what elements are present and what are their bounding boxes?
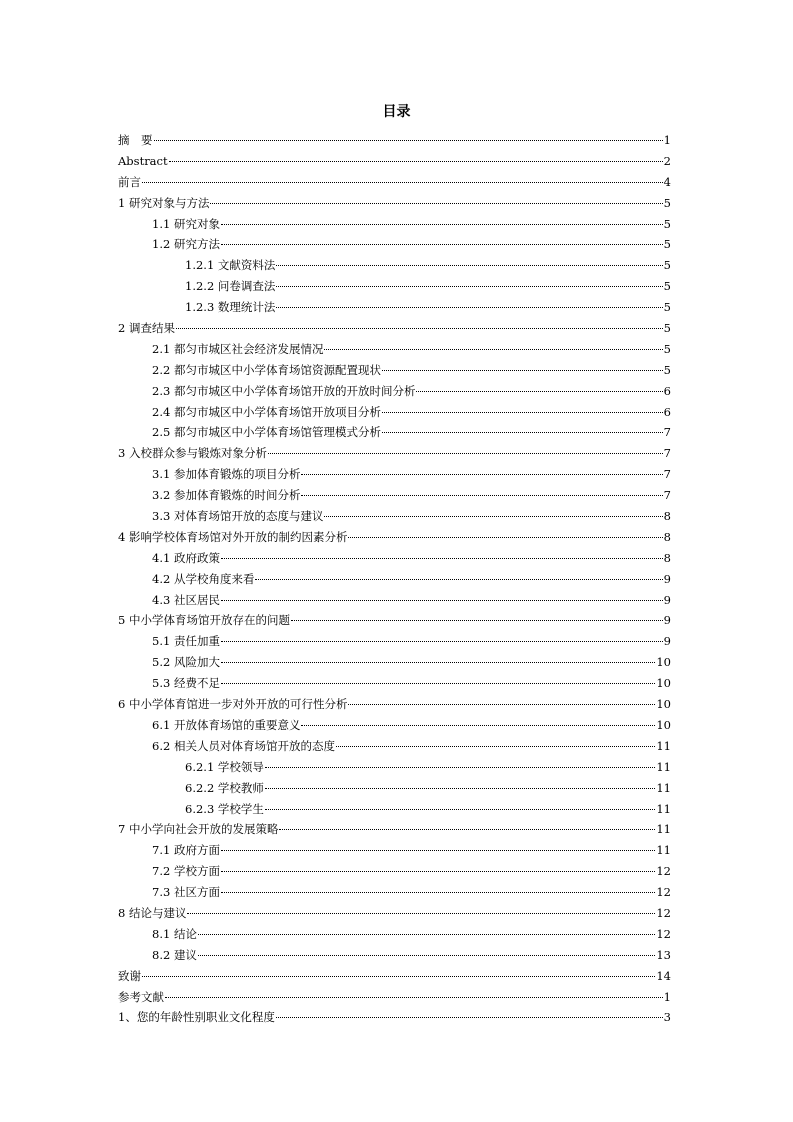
dot-leader xyxy=(255,579,662,580)
dot-leader xyxy=(265,767,655,768)
dot-leader xyxy=(291,620,663,621)
toc-entry-title: 1.2 研究方法 xyxy=(152,237,220,252)
toc-entry[interactable] xyxy=(118,945,671,966)
dot-leader xyxy=(276,286,662,287)
toc-entry[interactable] xyxy=(118,757,671,778)
toc-entry-title: 致谢 xyxy=(118,968,141,983)
toc-entry-page-number: 10 xyxy=(656,717,671,732)
dot-leader xyxy=(221,892,655,893)
toc-title: 目录 xyxy=(382,104,411,120)
toc-entry-title: 8 结论与建议 xyxy=(118,905,187,920)
toc-entry[interactable] xyxy=(118,966,671,987)
toc-entry[interactable] xyxy=(118,172,671,193)
toc-entry[interactable] xyxy=(118,527,671,548)
toc-entry-page-number: 8 xyxy=(663,529,671,544)
toc-entry-title: 参考文献 xyxy=(118,989,164,1004)
dot-leader xyxy=(382,432,663,433)
toc-entry-title: 1 研究对象与方法 xyxy=(118,195,210,210)
toc-entry-title: 1.1 研究对象 xyxy=(152,216,220,231)
dot-leader xyxy=(276,1017,663,1018)
toc-entry-title: 1、您的年龄性别职业文化程度 xyxy=(118,1010,275,1025)
dot-leader xyxy=(382,412,663,413)
toc-entry[interactable] xyxy=(118,715,671,736)
dot-leader xyxy=(301,474,662,475)
toc-entry-page-number: 5 xyxy=(663,341,671,356)
toc-entry-title: 5 中小学体育场馆开放存在的问题 xyxy=(118,613,290,628)
toc-entry-page-number: 5 xyxy=(663,195,671,210)
toc-entry[interactable] xyxy=(118,214,671,235)
toc-entry-title: 2.4 都匀市城区中小学体育场馆开放项目分析 xyxy=(152,404,381,419)
dot-leader xyxy=(221,641,663,642)
dot-leader xyxy=(221,600,663,601)
toc-entry[interactable] xyxy=(118,422,671,443)
toc-entry[interactable] xyxy=(118,987,671,1008)
toc-entry-page-number: 10 xyxy=(656,676,671,691)
toc-entry-page-number: 3 xyxy=(663,1010,671,1025)
toc-entry-title: 3 入校群众参与锻炼对象分析 xyxy=(118,446,267,461)
toc-entry-page-number: 9 xyxy=(663,571,671,586)
toc-entry-title: 4.1 政府政策 xyxy=(152,550,220,565)
dot-leader xyxy=(336,746,655,747)
dot-leader xyxy=(165,997,663,998)
toc-entry[interactable] xyxy=(118,360,671,381)
toc-entry-page-number: 7 xyxy=(663,467,671,482)
toc-entry-page-number: 11 xyxy=(656,759,671,774)
dot-leader xyxy=(382,370,663,371)
dot-leader xyxy=(221,224,663,225)
toc-entry-title: 3.3 对体育场馆开放的态度与建议 xyxy=(152,509,324,524)
toc-entry-page-number: 12 xyxy=(656,926,671,941)
toc-entry-title: 1.2.3 数理统计法 xyxy=(185,300,276,315)
toc-entry-title: 3.2 参加体育锻炼的时间分析 xyxy=(152,488,301,503)
toc-entry[interactable] xyxy=(118,443,671,464)
toc-entry-page-number: 5 xyxy=(663,237,671,252)
toc-entry-page-number: 14 xyxy=(656,968,671,983)
toc-entry[interactable] xyxy=(118,694,671,715)
toc-entry-title: 2.1 都匀市城区社会经济发展情况 xyxy=(152,341,324,356)
dot-leader xyxy=(301,495,662,496)
toc-entry-page-number: 6 xyxy=(663,404,671,419)
toc-entry-title: 4.3 社区居民 xyxy=(152,592,220,607)
toc-entry-title: 6.2.2 学校教师 xyxy=(185,780,264,795)
dot-leader xyxy=(221,850,655,851)
toc-entry[interactable] xyxy=(118,506,671,527)
dot-leader xyxy=(221,244,663,245)
dot-leader xyxy=(265,809,655,810)
toc-entry-title: 6.1 开放体育场馆的重要意义 xyxy=(152,717,301,732)
toc-entry[interactable] xyxy=(118,548,671,569)
toc-entry-page-number: 7 xyxy=(663,446,671,461)
toc-entry-page-number: 11 xyxy=(656,843,671,858)
toc-entry-title: 5.3 经费不足 xyxy=(152,676,220,691)
toc-entry[interactable] xyxy=(118,861,671,882)
toc-entry-page-number: 9 xyxy=(663,634,671,649)
dot-leader xyxy=(221,683,655,684)
toc-entry-page-number: 5 xyxy=(663,258,671,273)
toc-entry[interactable] xyxy=(118,736,671,757)
toc-entry-page-number: 5 xyxy=(663,279,671,294)
toc-entry[interactable] xyxy=(118,778,671,799)
table-of-contents xyxy=(118,130,671,1028)
toc-entry-title: 8.2 建议 xyxy=(152,947,197,962)
dot-leader xyxy=(221,871,655,872)
dot-leader xyxy=(169,161,663,162)
toc-entry-title: 6.2 相关人员对体育场馆开放的态度 xyxy=(152,738,335,753)
dot-leader xyxy=(276,265,662,266)
toc-entry-title: 1.2.2 问卷调查法 xyxy=(185,279,276,294)
toc-entry-page-number: 11 xyxy=(656,738,671,753)
toc-entry-title: 2.2 都匀市城区中小学体育场馆资源配置现状 xyxy=(152,362,381,377)
toc-entry-page-number: 1 xyxy=(663,989,671,1004)
dot-leader xyxy=(154,140,663,141)
toc-entry[interactable] xyxy=(118,631,671,652)
dot-leader xyxy=(176,328,663,329)
dot-leader xyxy=(416,391,662,392)
dot-leader xyxy=(276,307,662,308)
toc-entry[interactable] xyxy=(118,819,671,840)
toc-entry-page-number: 5 xyxy=(663,321,671,336)
dot-leader xyxy=(268,453,663,454)
dot-leader xyxy=(348,537,662,538)
toc-entry[interactable] xyxy=(118,590,671,611)
toc-entry[interactable] xyxy=(118,339,671,360)
toc-entry[interactable] xyxy=(118,297,671,318)
dot-leader xyxy=(324,516,662,517)
toc-entry-page-number: 6 xyxy=(663,383,671,398)
toc-entry-title: 2.5 都匀市城区中小学体育场馆管理模式分析 xyxy=(152,425,381,440)
toc-entry-title: 5.2 风险加大 xyxy=(152,655,220,670)
toc-entry-page-number: 12 xyxy=(656,905,671,920)
toc-entry-page-number: 7 xyxy=(663,488,671,503)
dot-leader xyxy=(324,349,662,350)
toc-entry-page-number: 5 xyxy=(663,362,671,377)
toc-entry-title: 6.2.1 学校领导 xyxy=(185,759,264,774)
dot-leader xyxy=(187,913,655,914)
dot-leader xyxy=(301,725,655,726)
toc-entry-page-number: 12 xyxy=(656,885,671,900)
toc-entry-page-number: 8 xyxy=(663,509,671,524)
toc-entry-page-number: 7 xyxy=(663,425,671,440)
toc-entry-title: 7.3 社区方面 xyxy=(152,885,220,900)
toc-entry-page-number: 8 xyxy=(663,550,671,565)
toc-entry-page-number: 11 xyxy=(656,780,671,795)
dot-leader xyxy=(221,662,655,663)
toc-entry[interactable] xyxy=(118,882,671,903)
toc-entry[interactable] xyxy=(118,799,671,820)
toc-entry-page-number: 10 xyxy=(656,697,671,712)
toc-entry[interactable] xyxy=(118,276,671,297)
toc-entry[interactable] xyxy=(118,381,671,402)
toc-entry[interactable] xyxy=(118,485,671,506)
toc-entry[interactable] xyxy=(118,130,671,151)
toc-entry[interactable] xyxy=(118,255,671,276)
toc-entry-title: 3.1 参加体育锻炼的项目分析 xyxy=(152,467,301,482)
toc-entry-title: Abstract xyxy=(118,153,168,168)
toc-entry-page-number: 5 xyxy=(663,300,671,315)
toc-entry-page-number: 2 xyxy=(663,153,671,168)
toc-entry-page-number: 12 xyxy=(656,864,671,879)
toc-entry-title: 6.2.3 学校学生 xyxy=(185,801,264,816)
toc-entry-page-number: 13 xyxy=(656,947,671,962)
toc-entry-title: 8.1 结论 xyxy=(152,926,197,941)
toc-entry-title: 6 中小学体育馆进一步对外开放的可行性分析 xyxy=(118,697,348,712)
toc-entry[interactable] xyxy=(118,151,671,172)
toc-entry-title: 7.1 政府方面 xyxy=(152,843,220,858)
toc-entry-page-number: 4 xyxy=(663,174,671,189)
toc-entry-title: 摘 要 xyxy=(118,133,153,147)
toc-entry[interactable] xyxy=(118,234,671,255)
toc-entry-page-number: 9 xyxy=(663,613,671,628)
toc-entry-title: 4 影响学校体育场馆对外开放的制约因素分析 xyxy=(118,529,348,544)
dot-leader xyxy=(279,829,655,830)
toc-entry[interactable] xyxy=(118,610,671,631)
toc-entry-title: 1.2.1 文献资料法 xyxy=(185,258,276,273)
toc-entry-page-number: 11 xyxy=(656,822,671,837)
dot-leader xyxy=(221,558,663,559)
toc-entry[interactable] xyxy=(118,924,671,945)
toc-entry[interactable] xyxy=(118,903,671,924)
dot-leader xyxy=(198,955,655,956)
dot-leader xyxy=(265,788,655,789)
toc-entry[interactable] xyxy=(118,193,671,214)
dot-leader xyxy=(198,934,655,935)
toc-entry-page-number: 10 xyxy=(656,655,671,670)
dot-leader xyxy=(348,704,655,705)
toc-entry-title: 2.3 都匀市城区中小学体育场馆开放的开放时间分析 xyxy=(152,383,416,398)
toc-entry[interactable] xyxy=(118,840,671,861)
dot-leader xyxy=(142,182,663,183)
dot-leader xyxy=(142,976,655,977)
toc-entry-page-number: 11 xyxy=(656,801,671,816)
toc-entry-title: 4.2 从学校角度来看 xyxy=(152,571,255,586)
toc-entry-title: 7.2 学校方面 xyxy=(152,864,220,879)
toc-entry-title: 前言 xyxy=(118,174,141,189)
toc-entry-page-number: 5 xyxy=(663,216,671,231)
toc-entry[interactable] xyxy=(118,1007,671,1028)
toc-entry-page-number: 9 xyxy=(663,592,671,607)
toc-entry-page-number: 1 xyxy=(663,133,671,147)
toc-entry[interactable] xyxy=(118,652,671,673)
toc-entry-title: 5.1 责任加重 xyxy=(152,634,220,649)
toc-entry[interactable] xyxy=(118,673,671,694)
dot-leader xyxy=(210,203,662,204)
toc-entry[interactable] xyxy=(118,464,671,485)
toc-entry-title: 2 调查结果 xyxy=(118,321,175,336)
toc-entry-title: 7 中小学向社会开放的发展策略 xyxy=(118,822,279,837)
toc-entry[interactable] xyxy=(118,402,671,423)
toc-entry[interactable] xyxy=(118,318,671,339)
toc-entry[interactable] xyxy=(118,569,671,590)
